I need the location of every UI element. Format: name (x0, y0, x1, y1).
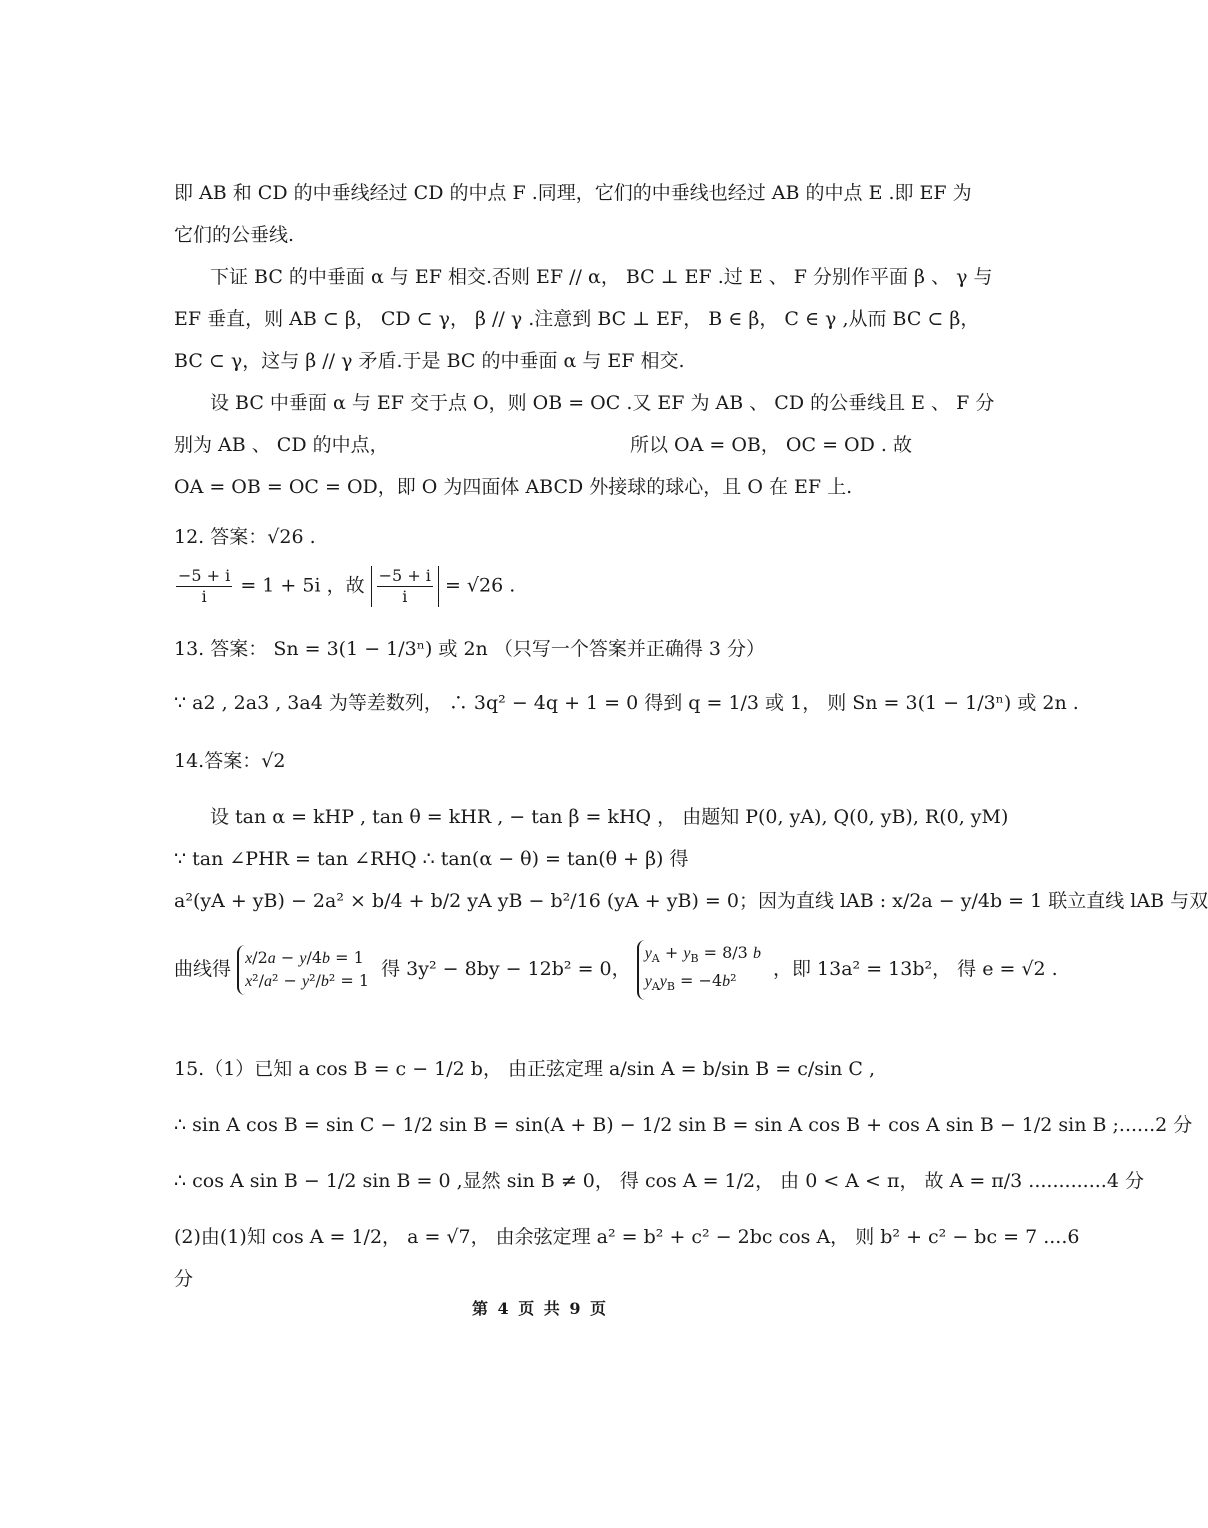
q14-line: 设 tan α = kHP , tan θ = kHR , − tan β = kHQ ， 由题知 P(0, yA), Q(0, yB), R(0, yM) (210, 806, 1009, 828)
q13-expr: Sn = 3(1 − 1/3ⁿ) (273, 638, 433, 660)
q13-note: 或 2n （只写一个答案并正确得 3 分） (438, 638, 765, 660)
q15-line: 15.（1）已知 a cos B = c − 1/2 b， 由正弦定理 a/sin A = b/sin B = c/sin C , (174, 1058, 875, 1080)
q14-quadratic: 得 3y² − 8by − 12b² = 0， (381, 958, 631, 981)
paragraph-line: 别为 AB 、 CD 的中点， (174, 434, 389, 456)
paragraph-line: BC ⊂ γ，这与 β // γ 矛盾.于是 BC 的中垂面 α 与 EF 相交. (174, 350, 685, 372)
q12-equation: = 1 + 5i ，故 (240, 574, 365, 597)
paragraph-line: 即 AB 和 CD 的中垂线经过 CD 的中点 F .同理，它们的中垂线也经过 AB 的中点 E .即 EF 为 (174, 182, 972, 204)
q14-system-1: x/2a − y/4b = 1 x²/a² − y²/b² = 1 (237, 945, 375, 995)
q13-work: ∵ a2 , 2a3 , 3a4 为等差数列， ∴ 3q² − 4q + 1 = 0 得到 q = 1/3 或 1， 则 Sn = 3(1 − 1/3ⁿ) 或 2n . (174, 692, 1079, 714)
q14-label: 14.答案： (174, 750, 262, 772)
q13-label: 13. 答案： (174, 638, 268, 660)
q15-line: ∴ sin A cos B = sin C − 1/2 sin B = sin(A + B) − 1/2 sin B = sin A cos B + cos A sin B − 1/2 sin B ;......2 分 (174, 1114, 1193, 1136)
paragraph-line: 所以 OA = OB， OC = OD . 故 (630, 434, 912, 456)
q14-line: ∵ tan ∠PHR = tan ∠RHQ ∴ tan(α − θ) = tan(θ + β) 得 (174, 848, 689, 870)
q14-system-label: 曲线得 (174, 958, 232, 981)
q12-result: = √26 . (444, 574, 516, 597)
q15-line: ∴ cos A sin B − 1/2 sin B = 0 ,显然 sin B ≠ 0， 得 cos A = 1/2， 由 0 < A < π， 故 A = π/3 .............4 分 (174, 1170, 1144, 1192)
paragraph-line: 它们的公垂线. (174, 224, 295, 246)
paragraph-line: 设 BC 中垂面 α 与 EF 交于点 O，则 OB = OC .又 EF 为 AB 、 CD 的公垂线且 E 、 F 分 (210, 392, 995, 414)
q12-abs-fraction: $\frac{-5 + i}{i}$ (371, 566, 439, 607)
q15-line: 分 (174, 1268, 194, 1290)
q12-label: 12. 答案： (174, 526, 268, 548)
q14-answer (174, 748, 285, 774)
q13-answer (174, 636, 765, 662)
paragraph-line: 下证 BC 的中垂面 α 与 EF 相交.否则 EF // α， BC ⊥ EF .过 E 、 F 分别作平面 β 、 γ 与 (210, 266, 993, 288)
q12-value: √26 . (267, 526, 316, 548)
paragraph-line: EF 垂直，则 AB ⊂ β， CD ⊂ γ， β // γ .注意到 BC ⊥ EF， B ∈ β， C ∈ γ ,从而 BC ⊂ β， (174, 308, 980, 330)
page-footer: 第 4 页 共 9 页 (471, 1299, 609, 1318)
q14-system-2: $y_A + y_B = 8/3$ b $y_Ay_B = -4b^2$ (637, 940, 767, 1000)
q14-value: √2 (261, 750, 286, 772)
q12-work (174, 566, 515, 607)
paragraph-line: OA = OB = OC = OD，即 O 为四面体 ABCD 外接球的球心，且 O 在 EF 上. (174, 476, 853, 498)
q14-result: ，即 13a² = 13b²， 得 e = √2 . (773, 958, 1058, 981)
q15-line: (2)由(1)知 cos A = 1/2， a = √7， 由余弦定理 a² = b² + c² − 2bc cos A， 则 b² + c² − bc = 7 ....6 (174, 1226, 1080, 1248)
q12-fraction: $\frac{-5 + i}{i}$ (178, 566, 231, 606)
q14-system-line (174, 940, 1058, 1000)
q12-answer (174, 524, 316, 550)
q14-line: a²(yA + yB) − 2a² × b/4 + b/2 yA yB − b²/16 (yA + yB) = 0；因为直线 lAB : x/2a − y/4b = 1 联立直线 lAB 与双 (174, 890, 1208, 912)
